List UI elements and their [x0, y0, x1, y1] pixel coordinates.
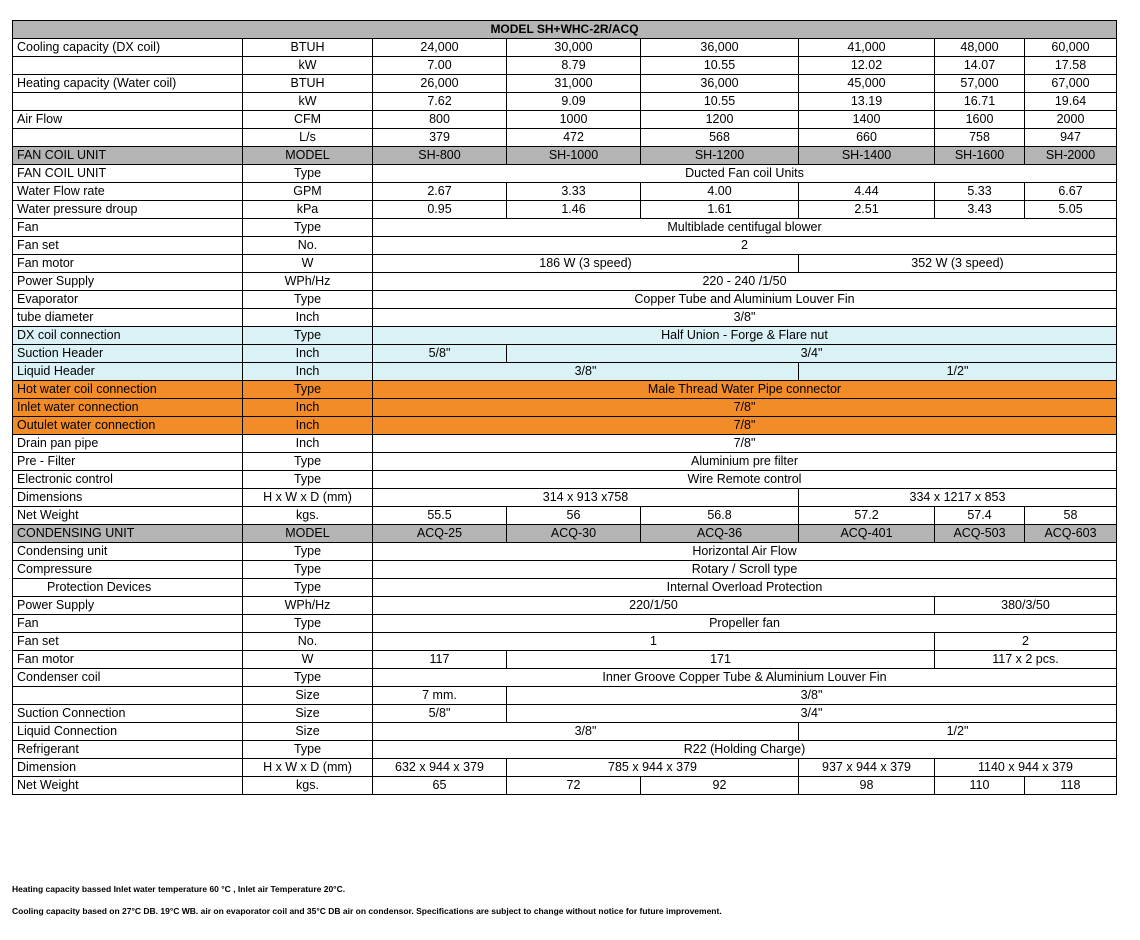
row-unit: No. [243, 237, 373, 255]
row-unit: GPM [243, 183, 373, 201]
table-cell: 117 x 2 pcs. [935, 651, 1117, 669]
row-label: Liquid Header [13, 363, 243, 381]
table-cell: Male Thread Water Pipe connector [373, 381, 1117, 399]
row-unit: kW [243, 93, 373, 111]
row-unit: CFM [243, 111, 373, 129]
table-cell: 3/8" [373, 723, 799, 741]
table-cell: 5/8" [373, 345, 507, 363]
table-row [13, 165, 1117, 183]
row-unit: Inch [243, 399, 373, 417]
table-row [13, 93, 1117, 111]
table-cell: 171 [507, 651, 935, 669]
table-row [13, 363, 1117, 381]
table-cell: 98 [799, 777, 935, 795]
row-unit: Type [243, 291, 373, 309]
row-unit: BTUH [243, 39, 373, 57]
row-label [13, 129, 243, 147]
row-unit: Type [243, 741, 373, 759]
table-cell: SH-1600 [935, 147, 1025, 165]
table-row [13, 453, 1117, 471]
row-label: FAN COIL UNIT [13, 165, 243, 183]
table-row [13, 75, 1117, 93]
table-row [13, 201, 1117, 219]
row-unit: MODEL [243, 525, 373, 543]
row-label: Water pressure droup [13, 201, 243, 219]
row-unit: Size [243, 705, 373, 723]
table-cell: 65 [373, 777, 507, 795]
table-cell: 660 [799, 129, 935, 147]
table-cell: 1 [373, 633, 935, 651]
table-cell: 57,000 [935, 75, 1025, 93]
row-label: Pre - Filter [13, 453, 243, 471]
row-unit: L/s [243, 129, 373, 147]
table-cell: Multiblade centifugal blower [373, 219, 1117, 237]
row-label: Suction Header [13, 345, 243, 363]
row-label: DX coil connection [13, 327, 243, 345]
table-cell: 7/8" [373, 399, 1117, 417]
table-cell: SH-1200 [641, 147, 799, 165]
table-cell: R22 (Holding Charge) [373, 741, 1117, 759]
table-cell: 56.8 [641, 507, 799, 525]
table-row [13, 705, 1117, 723]
table-cell: 5.05 [1025, 201, 1117, 219]
table-cell: 220/1/50 [373, 597, 935, 615]
row-label: Dimension [13, 759, 243, 777]
table-cell: 8.79 [507, 57, 641, 75]
row-unit: MODEL [243, 147, 373, 165]
row-label: Fan set [13, 237, 243, 255]
table-row [13, 741, 1117, 759]
table-row [13, 543, 1117, 561]
row-unit: BTUH [243, 75, 373, 93]
table-cell: SH-800 [373, 147, 507, 165]
table-row [13, 777, 1117, 795]
table-cell: 14.07 [935, 57, 1025, 75]
table-cell: 379 [373, 129, 507, 147]
table-row [13, 507, 1117, 525]
table-cell: 947 [1025, 129, 1117, 147]
table-cell: 60,000 [1025, 39, 1117, 57]
table-row [13, 597, 1117, 615]
table-cell: 17.58 [1025, 57, 1117, 75]
row-label: Water Flow rate [13, 183, 243, 201]
table-cell: 12.02 [799, 57, 935, 75]
table-cell: Inner Groove Copper Tube & Aluminium Louver Fin [373, 669, 1117, 687]
table-row [13, 237, 1117, 255]
table-cell: 632 x 944 x 379 [373, 759, 507, 777]
table-row [13, 345, 1117, 363]
row-unit: kgs. [243, 777, 373, 795]
table-row [13, 687, 1117, 705]
table-cell: 4.44 [799, 183, 935, 201]
table-cell: 67,000 [1025, 75, 1117, 93]
row-unit: Type [243, 615, 373, 633]
row-label: Condensing unit [13, 543, 243, 561]
table-cell: 3/8" [373, 363, 799, 381]
row-unit: No. [243, 633, 373, 651]
table-cell: 9.09 [507, 93, 641, 111]
row-label: Fan motor [13, 651, 243, 669]
table-cell: 0.95 [373, 201, 507, 219]
table-cell: 2.67 [373, 183, 507, 201]
table-row [13, 723, 1117, 741]
table-cell: 110 [935, 777, 1025, 795]
table-cell: 117 [373, 651, 507, 669]
table-row [13, 147, 1117, 165]
table-cell: 30,000 [507, 39, 641, 57]
table-cell: 2 [373, 237, 1117, 255]
table-cell: ACQ-25 [373, 525, 507, 543]
row-unit: kPa [243, 201, 373, 219]
row-label: Net Weight [13, 777, 243, 795]
cooling-note: Cooling capacity based on 27°C DB. 19°C WB. air on evaporator coil and 35°C DB air on condensor. Specifications are subject to change without notice for future improvement. [12, 906, 722, 916]
table-cell: Half Union - Forge & Flare nut [373, 327, 1117, 345]
table-cell: 31,000 [507, 75, 641, 93]
table-cell: 10.55 [641, 93, 799, 111]
row-label: Evaporator [13, 291, 243, 309]
row-label: Electronic control [13, 471, 243, 489]
table-cell: 5.33 [935, 183, 1025, 201]
table-cell: Wire Remote control [373, 471, 1117, 489]
table-row [13, 255, 1117, 273]
row-unit: Type [243, 381, 373, 399]
spec-table [12, 20, 1117, 795]
table-cell: 3/4" [507, 345, 1117, 363]
table-cell: 3.43 [935, 201, 1025, 219]
table-row [13, 435, 1117, 453]
row-label: Cooling capacity (DX coil) [13, 39, 243, 57]
table-cell: 57.2 [799, 507, 935, 525]
table-row [13, 525, 1117, 543]
row-label [13, 93, 243, 111]
row-label: Fan [13, 219, 243, 237]
table-cell: ACQ-30 [507, 525, 641, 543]
table-cell: 380/3/50 [935, 597, 1117, 615]
table-cell: 19.64 [1025, 93, 1117, 111]
row-unit: Inch [243, 417, 373, 435]
table-cell: 10.55 [641, 57, 799, 75]
table-cell: 5/8" [373, 705, 507, 723]
row-unit: Inch [243, 309, 373, 327]
table-row [13, 417, 1117, 435]
row-label: Outulet water connection [13, 417, 243, 435]
row-label: Air Flow [13, 111, 243, 129]
table-cell: SH-1000 [507, 147, 641, 165]
table-title: MODEL SH+WHC-2R/ACQ [13, 21, 1117, 39]
table-cell: 16.71 [935, 93, 1025, 111]
table-row [13, 561, 1117, 579]
table-cell: ACQ-401 [799, 525, 935, 543]
row-unit: Type [243, 165, 373, 183]
row-label: Dimensions [13, 489, 243, 507]
table-cell: 186 W (3 speed) [373, 255, 799, 273]
table-cell: 800 [373, 111, 507, 129]
table-cell: 352 W (3 speed) [799, 255, 1117, 273]
table-cell: ACQ-603 [1025, 525, 1117, 543]
table-cell: 3/8" [373, 309, 1117, 327]
row-label: Fan motor [13, 255, 243, 273]
table-row [13, 273, 1117, 291]
row-unit: Inch [243, 363, 373, 381]
row-unit: H x W x D (mm) [243, 489, 373, 507]
row-unit: Type [243, 471, 373, 489]
table-cell: 1140 x 944 x 379 [935, 759, 1117, 777]
table-row [13, 669, 1117, 687]
row-label: Fan set [13, 633, 243, 651]
row-label: Fan [13, 615, 243, 633]
table-cell: 220 - 240 /1/50 [373, 273, 1117, 291]
table-cell: Aluminium pre filter [373, 453, 1117, 471]
table-row [13, 489, 1117, 507]
row-label: Power Supply [13, 273, 243, 291]
table-cell: 48,000 [935, 39, 1025, 57]
table-cell: 72 [507, 777, 641, 795]
table-cell: 1/2" [799, 723, 1117, 741]
table-cell: 1400 [799, 111, 935, 129]
row-label [13, 57, 243, 75]
table-cell: ACQ-503 [935, 525, 1025, 543]
table-cell: 41,000 [799, 39, 935, 57]
table-row [13, 183, 1117, 201]
table-cell: Horizontal Air Flow [373, 543, 1117, 561]
table-cell: 2.51 [799, 201, 935, 219]
table-cell: Copper Tube and Aluminium Louver Fin [373, 291, 1117, 309]
row-unit: kW [243, 57, 373, 75]
row-unit: Type [243, 543, 373, 561]
row-label: Protection Devices [13, 579, 243, 597]
table-cell: 758 [935, 129, 1025, 147]
table-row [13, 39, 1117, 57]
row-unit: WPh/Hz [243, 597, 373, 615]
row-unit: Inch [243, 345, 373, 363]
table-cell: 1.46 [507, 201, 641, 219]
row-label: Inlet water connection [13, 399, 243, 417]
table-cell: 3/4" [507, 705, 1117, 723]
table-cell: 4.00 [641, 183, 799, 201]
row-label: Condenser coil [13, 669, 243, 687]
table-row [13, 291, 1117, 309]
table-cell: 937 x 944 x 379 [799, 759, 935, 777]
row-label: Power Supply [13, 597, 243, 615]
table-cell: Internal Overload Protection [373, 579, 1117, 597]
table-title-row [13, 21, 1117, 39]
row-unit: Type [243, 669, 373, 687]
table-row [13, 111, 1117, 129]
row-unit: kgs. [243, 507, 373, 525]
table-cell: SH-1400 [799, 147, 935, 165]
table-cell: 1/2" [799, 363, 1117, 381]
table-row [13, 327, 1117, 345]
table-cell: 36,000 [641, 39, 799, 57]
table-cell: 1000 [507, 111, 641, 129]
row-unit: Type [243, 579, 373, 597]
table-cell: 1200 [641, 111, 799, 129]
row-label: Suction Connection [13, 705, 243, 723]
table-cell: 2000 [1025, 111, 1117, 129]
table-row [13, 651, 1117, 669]
row-unit: H x W x D (mm) [243, 759, 373, 777]
row-label: Net Weight [13, 507, 243, 525]
table-cell: 1.61 [641, 201, 799, 219]
row-unit: WPh/Hz [243, 273, 373, 291]
table-cell: 334 x 1217 x 853 [799, 489, 1117, 507]
table-cell: 568 [641, 129, 799, 147]
table-cell: 785 x 944 x 379 [507, 759, 799, 777]
row-unit: W [243, 651, 373, 669]
row-label: Drain pan pipe [13, 435, 243, 453]
table-row [13, 633, 1117, 651]
table-row [13, 219, 1117, 237]
table-cell: 314 x 913 x758 [373, 489, 799, 507]
table-row [13, 759, 1117, 777]
row-label: Liquid Connection [13, 723, 243, 741]
table-cell: 7 mm. [373, 687, 507, 705]
table-cell: 7.00 [373, 57, 507, 75]
row-unit: Type [243, 453, 373, 471]
table-cell: 6.67 [1025, 183, 1117, 201]
table-cell: 7/8" [373, 417, 1117, 435]
table-cell: 7/8" [373, 435, 1117, 453]
table-cell: 57.4 [935, 507, 1025, 525]
table-cell: SH-2000 [1025, 147, 1117, 165]
table-cell: 36,000 [641, 75, 799, 93]
row-unit: Size [243, 687, 373, 705]
row-unit: Size [243, 723, 373, 741]
row-label: CONDENSING UNIT [13, 525, 243, 543]
table-cell: 24,000 [373, 39, 507, 57]
row-label [13, 687, 243, 705]
table-cell: 472 [507, 129, 641, 147]
table-cell: 45,000 [799, 75, 935, 93]
table-row [13, 57, 1117, 75]
row-unit: Type [243, 219, 373, 237]
table-cell: 3.33 [507, 183, 641, 201]
table-row [13, 129, 1117, 147]
row-label: tube diameter [13, 309, 243, 327]
table-cell: 92 [641, 777, 799, 795]
row-label: Compressure [13, 561, 243, 579]
table-cell: Ducted Fan coil Units [373, 165, 1117, 183]
table-row [13, 309, 1117, 327]
row-label: Refrigerant [13, 741, 243, 759]
table-cell: Propeller fan [373, 615, 1117, 633]
table-row [13, 399, 1117, 417]
table-cell: ACQ-36 [641, 525, 799, 543]
table-cell: 56 [507, 507, 641, 525]
row-unit: Type [243, 561, 373, 579]
table-row [13, 615, 1117, 633]
row-unit: W [243, 255, 373, 273]
table-cell: 7.62 [373, 93, 507, 111]
table-cell: 13.19 [799, 93, 935, 111]
table-cell: 1600 [935, 111, 1025, 129]
table-cell: 26,000 [373, 75, 507, 93]
row-unit: Inch [243, 435, 373, 453]
row-label: Hot water coil connection [13, 381, 243, 399]
table-cell: 2 [935, 633, 1117, 651]
heating-note: Heating capacity bassed Inlet water temperature 60 °C , Inlet air Temperature 20°C. [12, 884, 346, 894]
row-label: FAN COIL UNIT [13, 147, 243, 165]
row-unit: Type [243, 327, 373, 345]
table-cell: 55.5 [373, 507, 507, 525]
table-cell: Rotary / Scroll type [373, 561, 1117, 579]
table-row [13, 381, 1117, 399]
table-cell: 118 [1025, 777, 1117, 795]
table-row [13, 471, 1117, 489]
row-label: Heating capacity (Water coil) [13, 75, 243, 93]
table-row [13, 579, 1117, 597]
table-cell: 3/8" [507, 687, 1117, 705]
table-cell: 58 [1025, 507, 1117, 525]
